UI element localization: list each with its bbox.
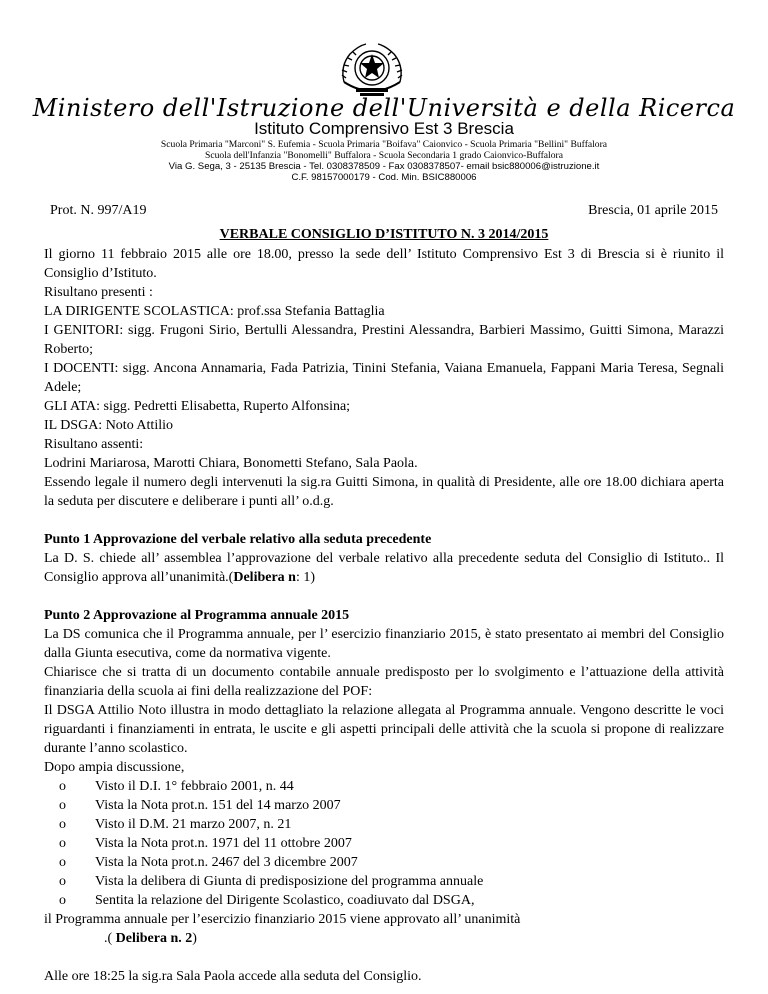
schools-line-1: Scuola Primaria "Marconi" S. Eufemia - Scuola Primaria "Boifava" Caionvico - Scuola Primaria "Bellini" Buffalora	[160, 139, 608, 150]
list-item: o Visto il D.M. 21 marzo 2007, n. 21	[59, 817, 292, 832]
list-item: o Visto il D.I. 1° febbraio 2001, n. 44	[59, 779, 294, 794]
point1-text: La D. S. chiede all’ assemblea l’approvazione del verbale relativo alla precedente seduta del Consiglio di Istituto.. Il Consiglio approva all’unanimità.(Delibera n: 1)	[44, 551, 724, 585]
point2-paragraph-1: La DS comunica che il Programma annuale, per l’ esercizio finanziario 2015, è stato presentato ai membri del Consiglio dalla Giunta esecutiva, come da normativa vigente.	[44, 627, 724, 661]
docenti-line: I DOCENTI: sigg. Ancona Annamaria, Fada Patrizia, Tinini Stefania, Vaiana Emanuela, Fappani Maria Teresa, Segnali Adele;	[44, 361, 724, 395]
codes-line: C.F. 98157000179 - Cod. Min. BSIC880006	[291, 172, 477, 183]
list-item: o Vista la delibera di Giunta di predisposizione del programma annuale	[59, 874, 484, 889]
bullet-icon: o	[59, 779, 66, 794]
list-item: o Vista la Nota prot.n. 151 del 14 marzo 2007	[59, 798, 341, 813]
bullet-icon: o	[59, 798, 66, 813]
bullet-icon: o	[59, 817, 66, 832]
point2-delibera: .( Delibera n. 2)	[104, 931, 197, 946]
document-title: VERBALE CONSIGLIO D’ISTITUTO N. 3 2014/2015	[219, 227, 549, 242]
closing-note: Alle ore 18:25 la sig.ra Sala Paola accede alla seduta del Consiglio.	[44, 969, 422, 984]
absent-list: Lodrini Mariarosa, Marotti Chiara, Bonometti Stefano, Sala Paola.	[44, 456, 418, 471]
intro-paragraph: Il giorno 11 febbraio 2015 alle ore 18.00, presso la sede dell’ Istituto Comprensivo Est 3 di Brescia si è riunito il Consiglio d’Istituto.	[44, 247, 724, 281]
institute-name: Istituto Comprensivo Est 3 Brescia	[254, 119, 514, 138]
point2-paragraph-3: Il DSGA Attilio Noto illustra in modo dettagliato la relazione allegata al Programma annuale. Vengono descritte le voci riguardanti i finanziamenti in entrata, le uscite e gli aspetti principali delle attività che la scuola si propone di realizzare durante l’anno scolastico.	[44, 703, 724, 756]
point2-paragraph-2: Chiarisce che si tratta di un documento contabile annuale predisposto per lo svolgimento e l’attuazione della attività finanziaria della scuola ai fini della realizzazione del POF:	[44, 665, 724, 699]
point1-title: Punto 1 Approvazione del verbale relativo alla seduta precedente	[44, 532, 432, 547]
ministry-heading: Ministero dell'Istruzione dell'Università e della Ricerca	[32, 94, 736, 122]
dsga-line: IL DSGA: Noto Attilio	[44, 418, 173, 433]
point2-conclusion: il Programma annuale per l’esercizio finanziario 2015 viene approvato all’ unanimità	[44, 912, 521, 927]
considerations-list	[44, 777, 724, 910]
document-body	[44, 245, 724, 986]
bullet-icon: o	[59, 855, 66, 870]
list-item: o Sentita la relazione del Dirigente Scolastico, coadiuvato dal DSGA,	[59, 893, 475, 908]
dirigente-line: LA DIRIGENTE SCOLASTICA: prof.ssa Stefania Battaglia	[44, 304, 385, 319]
point2-paragraph-4: Dopo ampia discussione,	[44, 760, 185, 775]
bullet-icon: o	[59, 893, 66, 908]
bullet-icon: o	[59, 836, 66, 851]
ata-line: GLI ATA: sigg. Pedretti Elisabetta, Ruperto Alfonsina;	[44, 399, 351, 414]
genitori-line: I GENITORI: sigg. Frugoni Sirio, Bertulli Alessandra, Prestini Alessandra, Barbieri Massimo, Guitti Simona, Marazzi Roberto;	[44, 323, 724, 357]
list-item: o Vista la Nota prot.n. 2467 del 3 dicembre 2007	[59, 855, 358, 870]
list-item: o Vista la Nota prot.n. 1971 del 11 ottobre 2007	[59, 836, 352, 851]
address-line: Via G. Sega, 3 - 25135 Brescia - Tel. 0308378509 - Fax 0308378507- email bsic880006@istruzione.it	[168, 161, 600, 172]
opening-paragraph: Essendo legale il numero degli intervenuti la sig.ra Guitti Simona, in qualità di Presidente, alle ore 18.00 dichiara aperta la seduta per discutere e deliberare i punti all’ o.d.g.	[44, 475, 724, 509]
point2-title: Punto 2 Approvazione al Programma annuale 2015	[44, 608, 350, 623]
absent-label: Risultano assenti:	[44, 437, 144, 452]
place-date: Brescia, 01 aprile 2015	[588, 203, 718, 218]
protocol-number: Prot. N. 997/A19	[50, 203, 147, 218]
present-label: Risultano presenti :	[44, 285, 153, 300]
bullet-icon: o	[59, 874, 66, 889]
schools-line-2: Scuola dell'Infanzia "Bonomelli" Buffalora - Scuola Secondaria 1 grado Caionvico-Buffalora	[205, 150, 563, 161]
